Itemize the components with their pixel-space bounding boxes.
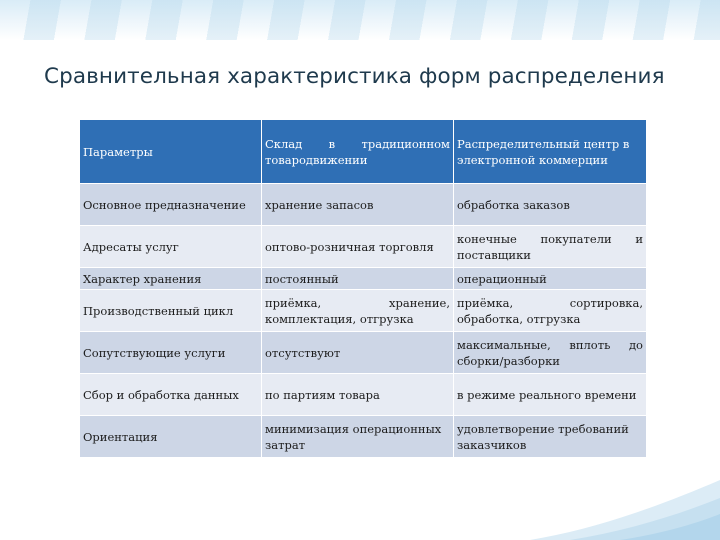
row-center-value: конечные покупатели и поставщики (453, 226, 646, 268)
row-param: Сбор и обработка данных (80, 374, 261, 416)
corner-decor-swoosh (530, 460, 720, 540)
row-center-value: удовлетворение требований заказчиков (453, 416, 646, 458)
row-param: Характер хранения (80, 268, 261, 290)
row-param: Основное предназначение (80, 184, 261, 226)
row-warehouse-value: по партиям товара (261, 374, 453, 416)
table-row (80, 290, 646, 332)
table-header-row (80, 120, 646, 184)
table-row (80, 184, 646, 226)
row-warehouse-value: хранение запасов (261, 184, 453, 226)
slide-title: Сравнительная характеристика форм распределения (44, 64, 665, 89)
row-param: Производственный цикл (80, 290, 261, 332)
table-row (80, 374, 646, 416)
row-param: Сопутствующие услуги (80, 332, 261, 374)
header-warehouse: Склад в традиционном товародвижении (261, 120, 453, 184)
row-param: Ориентация (80, 416, 261, 458)
row-center-value: приёмка, сортировка, обработка, отгрузка (453, 290, 646, 332)
row-center-value: в режиме реального времени (453, 374, 646, 416)
row-warehouse-value: приёмка, хранение, комплектация, отгрузка (261, 290, 453, 332)
row-warehouse-value: отсутствуют (261, 332, 453, 374)
header-distribution-center: Распределительный центр в электронной коммерции (453, 120, 646, 184)
row-center-value: максимальные, вплоть до сборки/разборки (453, 332, 646, 374)
row-param: Адресаты услуг (80, 226, 261, 268)
row-warehouse-value: оптово-розничная торговля (261, 226, 453, 268)
row-warehouse-value: постоянный (261, 268, 453, 290)
top-decor-band (0, 0, 720, 40)
row-center-value: обработка заказов (453, 184, 646, 226)
table-row (80, 332, 646, 374)
table-row (80, 416, 646, 458)
header-params: Параметры (80, 120, 261, 184)
table-row (80, 226, 646, 268)
row-center-value: операционный (453, 268, 646, 290)
table-row (80, 268, 646, 290)
row-warehouse-value: минимизация операционных затрат (261, 416, 453, 458)
comparison-table (80, 120, 646, 458)
